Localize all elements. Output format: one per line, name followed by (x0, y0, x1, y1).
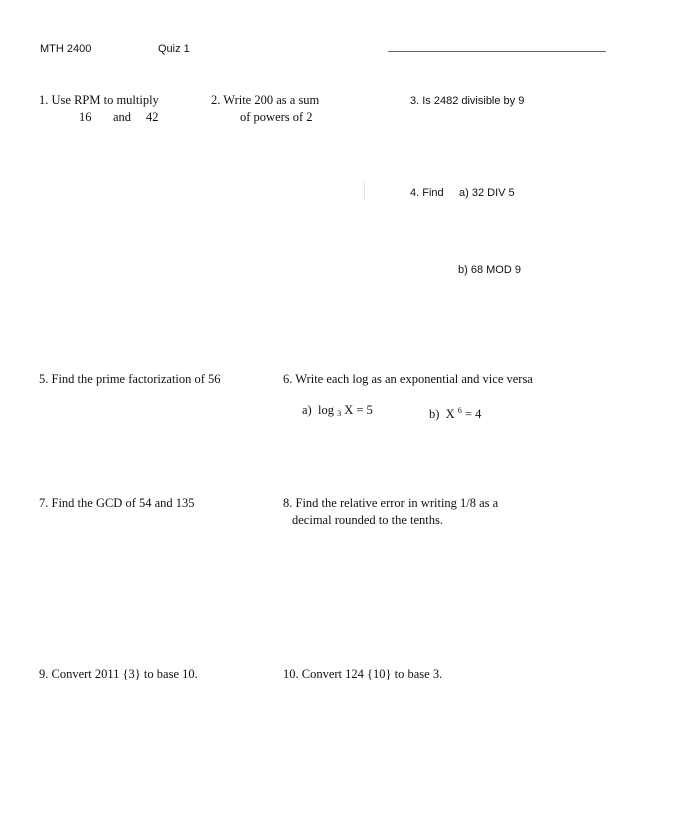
question-4-part-a: a) 32 DIV 5 (459, 187, 515, 199)
question-7: 7. Find the GCD of 54 and 135 (39, 496, 195, 510)
question-3: 3. Is 2482 divisible by 9 (410, 95, 525, 107)
question-10: 10. Convert 124 {10} to base 3. (283, 667, 443, 681)
question-6-b-exponent: 6 (457, 406, 462, 415)
question-6-b-rest: = 4 (464, 407, 482, 421)
quiz-title: Quiz 1 (158, 43, 190, 55)
question-6-b-label: b) (429, 407, 440, 421)
course-code: MTH 2400 (40, 43, 92, 55)
question-2-line2: of powers of 2 (240, 110, 313, 124)
question-1-operand-a: 16 (79, 110, 92, 124)
name-blank-line (388, 51, 606, 52)
question-1-and: and (113, 110, 132, 124)
question-8-line2: decimal rounded to the tenths. (292, 513, 444, 527)
question-6-part-b (429, 402, 481, 423)
question-6-part-a (302, 402, 373, 422)
question-4-prefix: 4. Find (410, 187, 444, 199)
question-6-a-log: log (317, 403, 334, 417)
question-6-b-var: X (445, 407, 455, 421)
question-4-part-b: b) 68 MOD 9 (458, 264, 521, 276)
question-9: 9. Convert 2011 {3} to base 10. (39, 667, 198, 681)
question-6: 6. Write each log as an exponential and vice versa (283, 372, 533, 386)
question-6-a-rest: X = 5 (344, 403, 373, 417)
question-5: 5. Find the prime factorization of 56 (39, 372, 221, 386)
question-1-operand-b: 42 (146, 110, 159, 124)
question-2-line1: 2. Write 200 as a sum (211, 93, 320, 107)
question-1-line1: 1. Use RPM to multiply (39, 93, 159, 107)
scan-mark (364, 182, 365, 200)
question-6-a-label: a) (302, 403, 312, 417)
question-6-a-base: 3 (337, 409, 342, 418)
question-8-line1: 8. Find the relative error in writing 1/8 as a (283, 496, 499, 510)
